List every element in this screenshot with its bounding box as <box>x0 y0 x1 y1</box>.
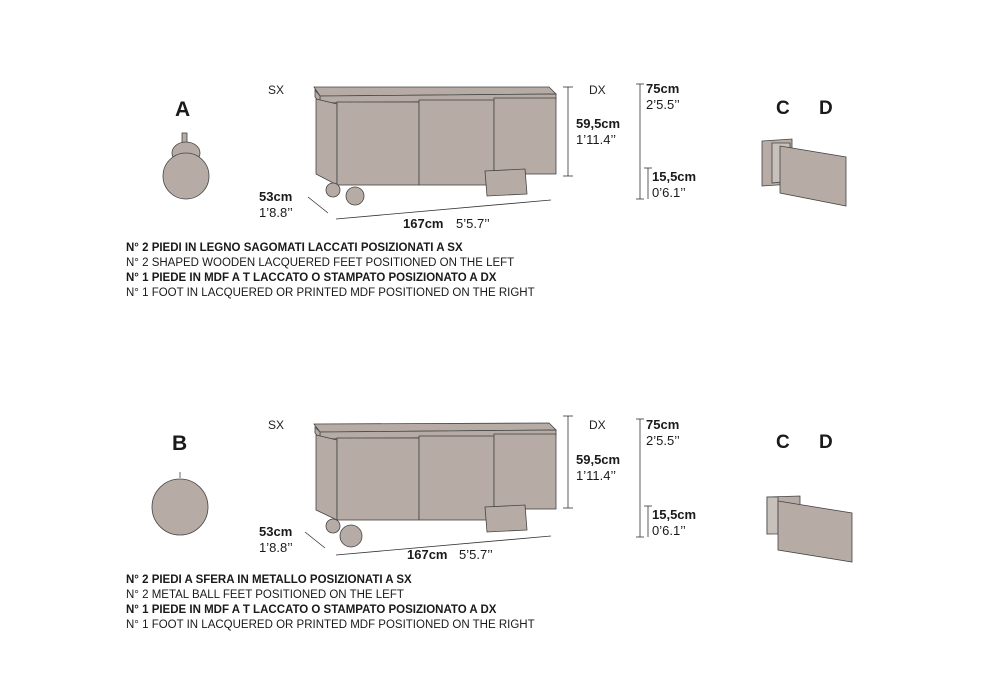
shaped-wooden-foot-icon <box>163 133 209 199</box>
width-cm: 167cm <box>403 216 444 231</box>
leg-height-cm: 15,5cm <box>652 169 697 184</box>
caption-line-it-1: N° 2 PIEDI IN LEGNO SAGOMATI LACCATI POSIZIONATI A SX <box>126 242 463 254</box>
option-c-label: C <box>776 98 790 119</box>
body-height-in: 1’11.4’’ <box>576 132 616 147</box>
depth-in: 1’8.8’’ <box>259 540 293 555</box>
dx-label: DX <box>589 418 606 432</box>
sx-label: SX <box>268 83 285 97</box>
depth-cm: 53cm <box>259 524 293 539</box>
caption-line-en-2: N° 1 FOOT IN LACQUERED OR PRINTED MDF POSITIONED ON THE RIGHT <box>126 287 535 299</box>
option-d-label: D <box>819 98 833 119</box>
width-in: 5’5.7’’ <box>456 216 490 231</box>
dx-label: DX <box>589 83 606 97</box>
sideboard-body <box>314 423 556 547</box>
caption-line-en-1: N° 2 SHAPED WOODEN LACQUERED FEET POSITIONED ON THE LEFT <box>126 257 515 269</box>
sx-label: SX <box>268 418 285 432</box>
total-height-in: 2’5.5’’ <box>646 97 680 112</box>
caption-line-en-2: N° 1 FOOT IN LACQUERED OR PRINTED MDF POSITIONED ON THE RIGHT <box>126 619 535 631</box>
total-height-cm: 75cm <box>646 81 680 96</box>
caption-line-it-2: N° 1 PIEDE IN MDF A T LACCATO O STAMPATO POSIZIONATO A DX <box>126 604 497 616</box>
width-cm: 167cm <box>407 547 448 562</box>
caption-block <box>126 241 535 301</box>
leg-height-in: 0’6.1’’ <box>652 523 686 538</box>
panel-variant-b <box>0 335 1000 675</box>
metal-ball-foot-icon <box>152 472 208 535</box>
panel-variant-a <box>0 0 1000 340</box>
total-height-cm: 75cm <box>646 417 680 432</box>
body-height-in: 1’11.4’’ <box>576 468 616 483</box>
depth-cm: 53cm <box>259 189 293 204</box>
t-foot-icon <box>767 496 852 562</box>
width-in: 5’5.7’’ <box>459 547 493 562</box>
caption-line-en-1: N° 2 METAL BALL FEET POSITIONED ON THE LEFT <box>126 589 404 601</box>
t-foot-icon <box>762 139 846 206</box>
total-height-in: 2’5.5’’ <box>646 433 680 448</box>
depth-in: 1’8.8’’ <box>259 205 293 220</box>
body-height-cm: 59,5cm <box>576 116 621 131</box>
sideboard-body <box>314 87 556 205</box>
variant-label: A <box>175 98 191 121</box>
variant-label: B <box>172 432 188 455</box>
caption-line-it-2: N° 1 PIEDE IN MDF A T LACCATO O STAMPATO POSIZIONATO A DX <box>126 272 497 284</box>
body-height-cm: 59,5cm <box>576 452 621 467</box>
caption-line-it-1: N° 2 PIEDI A SFERA IN METALLO POSIZIONATI A SX <box>126 574 412 586</box>
option-c-label: C <box>776 432 790 453</box>
caption-block <box>126 573 535 633</box>
option-d-label: D <box>819 432 833 453</box>
leg-height-cm: 15,5cm <box>652 507 697 522</box>
leg-height-in: 0’6.1’’ <box>652 185 686 200</box>
